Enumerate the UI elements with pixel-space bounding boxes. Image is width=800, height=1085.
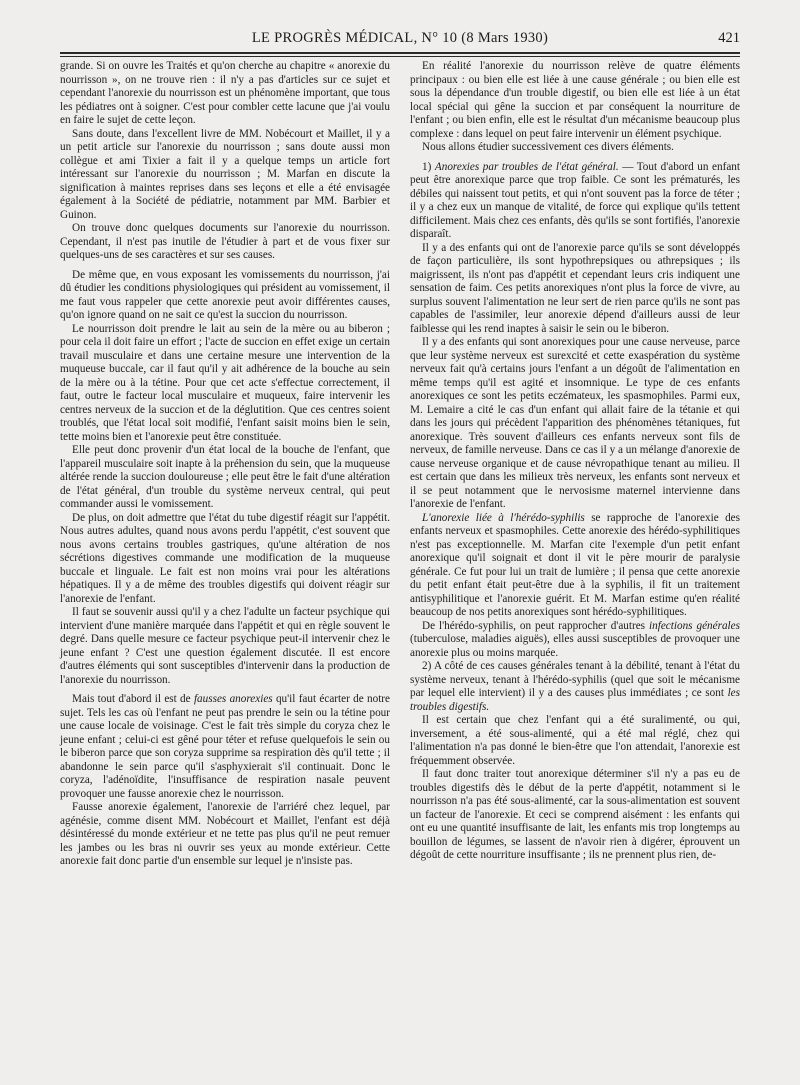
running-title: LE PROGRÈS MÉDICAL, N° 10 (8 Mars 1930) xyxy=(251,30,549,46)
paragraph: Sans doute, dans l'excellent livre de MM. Nobécourt et Maillet, il y a un petit article sur l'anorexie du nourrisson ; sans doute aussi mon collègue et ami Tixier a fait il y a quelque temps un article fort intéressant sur l'anorexie du nourrisson ; M. Marfan en discute la signification à maintes reprises dans ses leçons et elle a été envisagée également à la Société de pédiatrie, notamment par MM. Barbier et Guinon. xyxy=(60,127,390,221)
paragraph: Elle peut donc provenir d'un état local de la bouche de l'enfant, que l'appareil musculaire soit inapte à la préhension du sein, que la muqueuse altérée rende la succion douloureuse ; elle peut être le fait d'une altération de l'état général, d'un trouble du système nerveux central, qui peut commander aussi le vomissement. xyxy=(60,444,390,510)
paragraph xyxy=(60,693,390,801)
text-run: De l'hérédo-syphilis, on peut rapprocher d'autres xyxy=(422,619,650,632)
paragraph: Il y a des enfants qui sont anorexiques pour une cause nerveuse, parce que leur système nerveux est surexcité et cette exaspération du système nerveux fait qu'à certains jours l'enfant a un dégoût de l'alimentation en même temps qu'il est agité et insomnique. Le type de ces enfants anorexiques ce sont les petits eczémateux, les spasmophiles. Parmi eux, M. Lemaire a cité le cas d'un enfant qui allait faire de la tétanie et qui dans les jours qui précèdent l'apparition des phénomènes tétaniques, fut anorexique. Très souvent d'ailleurs ces enfants nerveux sont fils de nerveux, de famille nerveuse. Dans ce cas il y a un mélange d'anorexie de cause nerveuse organique et de cause névropathique tenant au milieu. Il est certain que dans les milieux très nerveux, les enfants sont nerveux et il se peut notamment que le nervosisme maternel intervienne dans l'anorexie de l'enfant. xyxy=(410,336,740,510)
text-run: se rapproche de l'anorexie des enfants nerveux et spasmophiles. Cette anorexie des hérédo-syphilitiques n'est pas exceptionnelle. M. Marfan cite l'exemple d'un petit enfant anorexique qu'il soignait et dont il vit le père mourir de paralysie générale. Ce fut pour lui un trait de lumière ; il pensa que cette anorexie du petit enfant était peut-être due à la syphilis, il fit un traitement antisyphilitique et l'anorexie guérit. Et M. Marfan estime qu'en réalité beaucoup de nos petits anorexiques sont hérédo-syphilitiques. xyxy=(410,511,740,618)
paragraph: Fausse anorexie également, l'anorexie de l'arriéré chez lequel, par agénésie, comme disent MM. Nobécourt et Maillet, l'enfant est déjà désintéressé du monde extérieur et ne tette pas plus qu'il ne peut remuer les jambes ou les bras ni ouvrir ses yeux au monde extérieur. Cette anorexie fait donc partie d'un ensemble sur lequel je n'insiste pas. xyxy=(60,801,390,867)
text-run: Mais tout d'abord il est de xyxy=(72,693,194,705)
paragraph: Il faut se souvenir aussi qu'il y a chez l'adulte un facteur psychique qui intervient d'une manière marquée dans l'appétit et qui en règle souvent le degré. Dans quelle mesure ce facteur psychique peut-il intervenir chez le jeune enfant ? C'est une question également discutée. Il est encore d'autres éléments qui sont susceptibles d'intervenir dans la production de l'anorexie du nourrisson. xyxy=(60,606,390,686)
paragraph: Il y a des enfants qui ont de l'anorexie parce qu'ils se sont développés de façon particulière, ils sont hypothrepsiques ou athrepsiques ; ils maigrissent, ils n'ont pas d'appétit et cependant leurs cris indiquent une sensation de faim. Ces petits anorexiques n'ont plus la force de vivre, au surplus souvent l'alimentation ne leur sert de rien parce qu'ils ne sont pas capables de l'assimiler, leur anorexie dépend d'ailleurs aussi de leur faiblesse qui les rend inaptes à saisir le sein ou le biberon. xyxy=(410,241,740,335)
text-run: — Tout d'abord un enfant peut être anorexique parce que trop faible. Ce sont les prématurés, les débiles qui naissent tout petits, et qui n'ont souvent pas la force de téter ; il y a chez eux un manque de vitalité, de force qui explique qu'ils tettent difficilement. Mais chez ces enfants, dès qu'ils se sont fortifiés, l'anorexie disparaît. xyxy=(410,160,740,240)
italic-term: fausses anorexies xyxy=(193,693,273,705)
paragraph xyxy=(410,660,740,714)
paragraph: De même que, en vous exposant les vomissements du nourrisson, j'ai dû étudier les conditions physiologiques qui président au vomissement, il me faut vous rappeler que cette anorexie peut avoir différentes causes, qu'on ignore quand on ne sait ce qu'est la succion du nourrisson. xyxy=(60,268,390,321)
paragraph: De plus, on doit admettre que l'état du tube digestif réagit sur l'appétit. Nous autres adultes, quand nous avons perdu l'appétit, c'est souvent que nous avons certains troubles gastriques, qu'une altération de nos sécrétions digestives commande une modification de la muqueuse buccale et linguale. Le fait est non moins vrai pour les altérations hépatiques. Il y a de même des troubles digestifs qui doivent réagir sur l'anorexie de l'enfant. xyxy=(60,511,390,605)
italic-term: infections générales xyxy=(649,619,740,632)
paragraph: grande. Si on ouvre les Traités et qu'on cherche au chapitre « anorexie du nourrisson », on ne trouve rien : il n'y a pas d'articles sur ce sujet et cependant l'anorexie du nourrisson est un phénomène important, que tous les pédiatres ont à soigner. C'est pour combler cette lacune que j'ai voulu en faire le sujet de cette leçon. xyxy=(60,60,390,126)
text-run: 1) xyxy=(422,160,435,173)
paragraph: Il est certain que chez l'enfant qui a été suralimenté, ou qui, inversement, a été sous-alimenté, qui a été mal réglé, chez qui l'alimentation n'a pas donné le bien-être que l'on attendait, l'anorexie est fréquemment observée. xyxy=(410,714,740,767)
text-run: 2) A côté de ces causes générales tenant à la débilité, tenant à l'état du système nerveux, tenant à l'hérédo-syphilis (quel que soit le mécanisme par lequel elle intervient) il y a des causes plus immédiates ; ce sont xyxy=(410,660,740,699)
paragraph: On trouve donc quelques documents sur l'anorexie du nourrisson. Cependant, il n'est pas inutile de l'étudier à part et de vous fixer sur quelques-uns de ses caractères et sur ses causes. xyxy=(60,222,390,261)
paragraph: Le nourrisson doit prendre le lait au sein de la mère ou au biberon ; pour cela il doit faire un effort ; l'acte de succion en effet exige un certain travail musculaire et dans une certaine mesure une intervention de la muqueuse buccale, car il faut qu'il y ait adhérence de la bouche au sein de la mère ou à la tétine. Pour que cet acte s'effectue correctement, il faut, outre le facteur local musculaire et muqueux, faire intervenir les centres nerveux de la succion et de la déglutition. Que ces centres soient troublés, que l'état local soit modifié, l'enfant saisit moins bien le sein, tette moins bien et l'anorexie peut être constituée. xyxy=(60,322,390,443)
section-heading: Anorexies par troubles de l'état général. xyxy=(434,160,619,173)
paragraph: En réalité l'anorexie du nourrisson relève de quatre éléments principaux : ou bien elle est liée à une cause générale ; ou bien elle est sous la dépendance d'un trouble digestif, ou bien elle est liée à un état local spécial qui gêne la succion et par conséquent la nourriture de l'enfant ; ou bien enfin, elle est le résultat d'un mécanisme beaucoup plus complexe : dans lequel on peut faire intervenir un élément psychique. xyxy=(410,60,740,140)
left-column xyxy=(60,60,390,869)
paragraph xyxy=(410,512,740,620)
paragraph xyxy=(410,161,740,242)
text-run: qu'il faut écarter de notre sujet. Tels les cas où l'enfant ne peut pas prendre le sein ou la tétine pour une cause locale de voisinage. C'est le fait très simple du coryza chez le jeune enfant ; celui-ci est gêné pour téter et refuse quelquefois le sein ou le biberon parce que son coryza supprime sa respiration dès qu'il tette ; il abandonne le sein parce qu'il s'asphyxierait s'il continuait. Donc le coryza, l'adénoïdite, l'insuffisance de respiration nasale peuvent provoquer une fausse anorexie chez le nourrisson. xyxy=(60,693,390,800)
paragraph: Nous allons étudier successivement ces divers éléments. xyxy=(422,141,674,153)
text-run: (tuberculose, maladies aiguës), elles aussi susceptibles de provoquer une anorexie plus ou moins marquée. xyxy=(410,633,740,659)
right-column xyxy=(410,60,740,863)
header-rule xyxy=(60,52,740,57)
paragraph: Il faut donc traiter tout anorexique déterminer s'il n'y a pas eu de troubles digestifs dès le début de la perte d'appétit, notamment si le nourrisson n'a pas été sous-alimenté, car la sous-alimentation est souvent un facteur de l'anorexie. Et ceci se comprend aisément : les enfants qui ont eu une quantité insuffisante de lait, les enfants mis trop longtemps au bouillon de légumes, se lassent de n'avoir rien à digérer, éprouvent un dégoût de cette nourriture insuffisante ; ils ne prennent plus rien, de- xyxy=(410,768,740,861)
page-header xyxy=(60,30,740,52)
page-number: 421 xyxy=(718,30,740,46)
section-heading: les troubles digestifs. xyxy=(410,687,740,713)
paragraph xyxy=(410,620,740,661)
italic-term: L'anorexie liée à l'hérédo-syphilis xyxy=(422,511,585,524)
